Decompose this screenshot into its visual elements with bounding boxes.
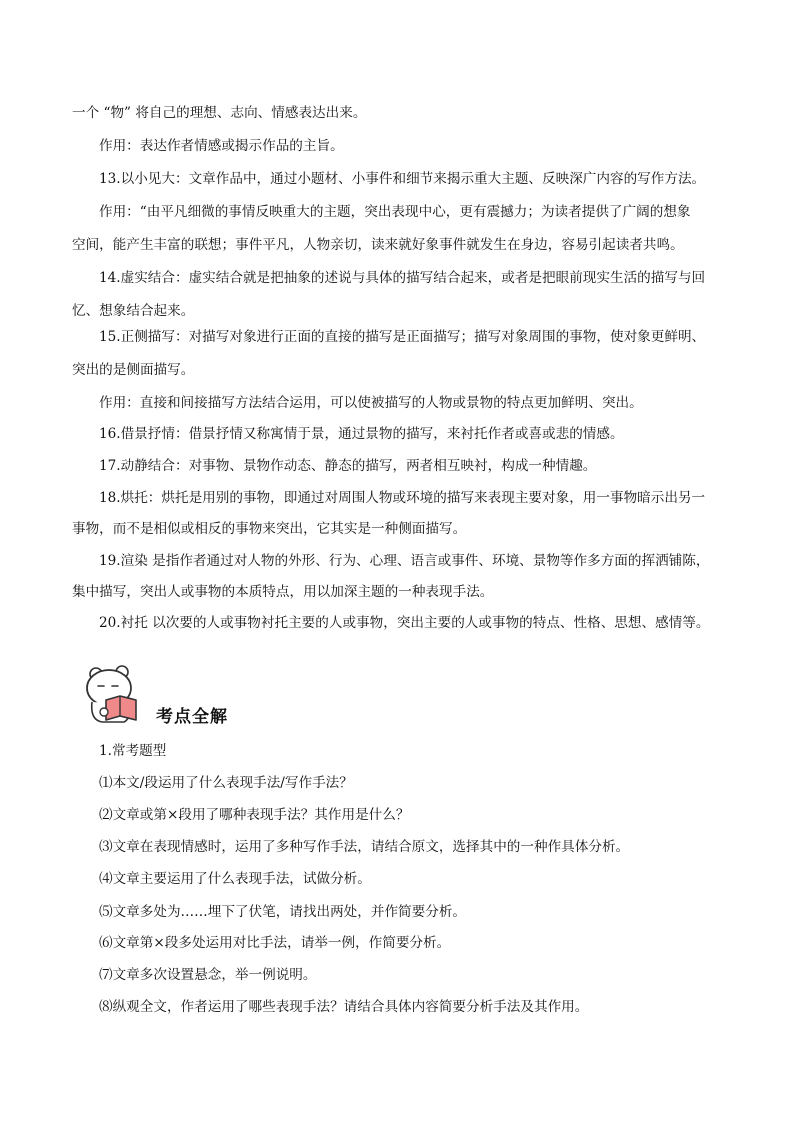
item-19-title: 19.渲染 是指作者通过对人物的外形、行为、心理、语言或事件、环境、景物等作多方面的挥洒铺陈， — [99, 553, 710, 569]
item-20-title: 20.衬托 以次要的人或事物衬托主要的人或事物，突出主要的人或事物的特点、性格、思想、感情等。 — [99, 615, 710, 631]
question-item: ⑻纵观全文，作者运用了哪些表现手法？请结合具体内容简要分析手法及其作用。 — [99, 999, 589, 1015]
reading-bear-icon — [80, 662, 150, 726]
question-item: ⑺文章多次设置悬念，举一例说明。 — [99, 967, 317, 983]
subheading: 1.常考题型 — [99, 743, 167, 759]
paragraph-line: 一个 “物” 将自己的理想、志向、情感表达出来。 — [72, 105, 367, 121]
question-item: ⑴本文/段运用了什么表现手法/写作手法？ — [99, 775, 353, 791]
paragraph-line: 作用：“由平凡细微的事情反映重大的主题，突出表现中心，更有震撼力；为读者提供了广阔的想象 — [99, 204, 691, 220]
paragraph-line: 作用：表达作者情感或揭示作品的主旨。 — [99, 138, 344, 154]
paragraph-line: 事物，而不是相似或相反的事物来突出，它其实是一种侧面描写。 — [72, 521, 467, 537]
item-16-title: 16.借景抒情：借景抒情又称寓情于景，通过景物的描写，来衬托作者或喜或悲的情感。 — [99, 426, 624, 442]
paragraph-line: 作用：直接和间接描写方法结合运用，可以使被描写的人物或景物的特点更加鲜明、突出。 — [99, 395, 643, 411]
section-header — [80, 662, 380, 732]
item-13-title: 13.以小见大：文章作品中，通过小题材、小事件和细节来揭示重大主题、反映深广内容的写作方法。 — [99, 171, 706, 187]
paragraph-line: 空间，能产生丰富的联想；事件平凡，人物亲切，读来就好象事件就发生在身边，容易引起读者共鸣。 — [72, 237, 684, 253]
paragraph-line: 忆、想象结合起来。 — [72, 303, 195, 319]
paragraph-line: 突出的是侧面描写。 — [72, 362, 195, 378]
item-15-title: 15.正侧描写：对描写对象进行正面的直接的描写是正面描写；描写对象周围的事物，使对象更鲜明、 — [99, 329, 706, 345]
question-item: ⑷文章主要运用了什么表现手法，试做分析。 — [99, 871, 371, 887]
paragraph-line: 集中描写，突出人或事物的本质特点，用以加深主题的一种表现手法。 — [72, 584, 494, 600]
item-17-title: 17.动静结合：对事物、景物作动态、静态的描写，两者相互映衬，构成一种情趣。 — [99, 458, 597, 474]
item-14-title: 14.虚实结合：虚实结合就是把抽象的述说与具体的描写结合起来，或者是把眼前现实生活的描写与回 — [99, 270, 706, 286]
question-item: ⑵文章或第×段用了哪种表现手法？其作用是什么？ — [99, 807, 410, 823]
item-18-title: 18.烘托：烘托是用别的事物，即通过对周围人物或环境的描写来表现主要对象，用一事物暗示出另一 — [99, 490, 706, 506]
section-title: 考点全解 — [156, 707, 228, 727]
question-item: ⑶文章在表现情感时，运用了多种写作手法，请结合原文，选择其中的一种作具体分析。 — [99, 839, 630, 855]
question-item: ⑹文章第×段多处运用对比手法，请举一例，作简要分析。 — [99, 935, 451, 951]
question-item: ⑸文章多处为……埋下了伏笔，请找出两处，并作简要分析。 — [99, 904, 467, 920]
